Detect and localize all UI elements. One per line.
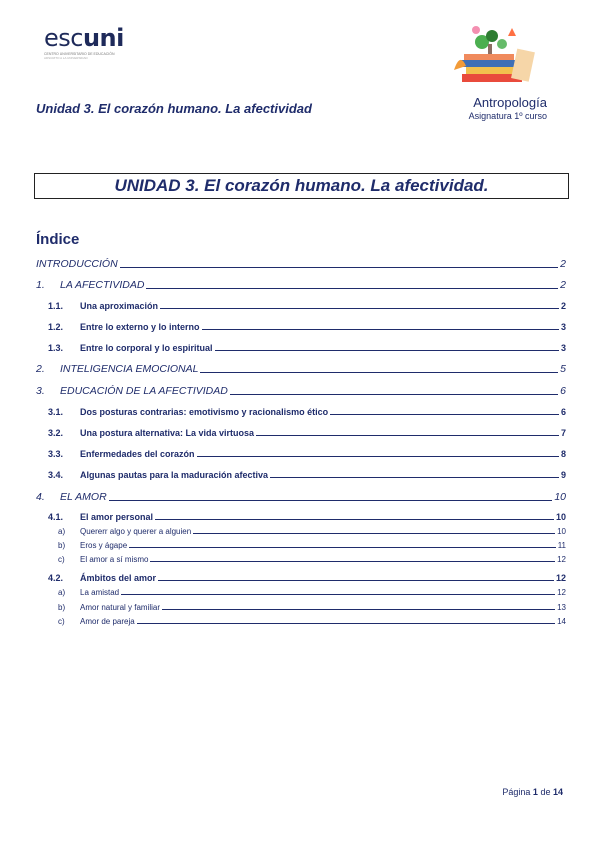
toc-entry-label: Entre lo externo y lo interno: [80, 322, 200, 332]
subject-course: Asignatura 1º curso: [468, 111, 547, 121]
toc-entry[interactable]: [58, 603, 566, 612]
toc-leader-line: [197, 456, 559, 457]
toc-entry-number: 4.: [36, 491, 45, 503]
toc-entry-number: c): [58, 555, 65, 564]
toc-entry[interactable]: [58, 555, 566, 564]
toc-entry-page: 6: [560, 385, 566, 397]
toc-leader-line: [155, 519, 554, 520]
subject-block: [469, 95, 547, 121]
page-footer: [502, 787, 563, 797]
toc-entry-label: Una postura alternativa: La vida virtuosa: [80, 428, 255, 438]
logo-wordmark: [44, 26, 144, 50]
toc-entry-page: 11: [557, 541, 566, 550]
toc-entry-page: 13: [557, 603, 566, 612]
toc-entry-label: Entre lo corporal y lo espiritual: [80, 343, 213, 353]
logo-tagline-1: CENTRO UNIVERSITARIO DE EDUCACIÓN: [44, 52, 115, 56]
toc-entry-page: 2: [560, 301, 566, 311]
toc-entry[interactable]: [36, 363, 566, 375]
toc-entry[interactable]: [48, 322, 566, 332]
footer-prefix: Página: [502, 787, 531, 797]
toc-entry-number: c): [58, 617, 65, 626]
header-unit-title: Unidad 3. El corazón humano. La afectividad: [36, 101, 312, 116]
footer-current-page: 1: [532, 787, 538, 797]
toc-entry-number: 4.1.: [48, 512, 64, 522]
toc-entry-number: 4.2.: [48, 573, 64, 583]
toc-entry-page: 3: [560, 343, 566, 353]
toc-entry-label: INTELIGENCIA EMOCIONAL: [60, 363, 199, 375]
toc-entry[interactable]: [36, 279, 566, 291]
toc-entry-number: 3.4.: [48, 470, 64, 480]
toc-entry[interactable]: [58, 617, 566, 626]
toc-entry-page: 10: [555, 512, 566, 522]
document-title-box: [34, 173, 569, 199]
toc-leader-line: [215, 350, 559, 351]
escuni-logo: [44, 26, 144, 60]
index-heading: Índice: [36, 231, 80, 248]
toc-entry-page: 12: [555, 573, 566, 583]
toc-leader-line: [193, 533, 555, 534]
toc-entry-number: 1.2.: [48, 322, 64, 332]
toc-entry[interactable]: [36, 491, 566, 503]
toc-entry[interactable]: [48, 301, 566, 311]
toc-entry-label: Amor de pareja: [80, 617, 135, 626]
toc-entry-label: El amor personal: [80, 512, 154, 522]
toc-entry-label: EL AMOR: [60, 491, 107, 503]
toc-leader-line: [158, 580, 554, 581]
toc-entry-number: 3.: [36, 385, 45, 397]
toc-leader-line: [200, 372, 558, 373]
toc-leader-line: [270, 477, 559, 478]
toc-leader-line: [202, 329, 559, 330]
toc-entry-number: 3.3.: [48, 449, 64, 459]
toc-entry-page: 10: [554, 491, 566, 503]
toc-entry-label: El amor a sí mismo: [80, 555, 149, 564]
toc-entry-label: Algunas pautas para la maduración afectiva: [80, 470, 269, 480]
toc-entry[interactable]: [48, 343, 566, 353]
toc-entry-number: a): [58, 588, 66, 597]
toc-entry[interactable]: [48, 512, 566, 522]
toc-entry[interactable]: [36, 258, 566, 270]
toc-entry-page: 5: [560, 363, 566, 375]
footer-of: de: [540, 787, 551, 797]
toc-entry-label: Dos posturas contrarias: emotivismo y racionalismo ético: [80, 407, 329, 417]
toc-entry-number: b): [58, 603, 66, 612]
toc-entry-label: Eros y ágape: [80, 541, 128, 550]
toc-entry-number: 1.: [36, 279, 45, 291]
toc-entry-label: EDUCACIÓN DE LA AFECTIVIDAD: [60, 385, 228, 397]
toc-entry-label: La amistad: [80, 588, 120, 597]
toc-leader-line: [230, 394, 558, 395]
books-plants-illustration-icon: [452, 22, 546, 92]
toc-leader-line: [146, 288, 558, 289]
toc-entry-page: 12: [557, 555, 566, 564]
toc-entry[interactable]: [36, 385, 566, 397]
toc-entry[interactable]: [48, 470, 566, 480]
toc-entry-page: 12: [557, 588, 566, 597]
toc-entry-page: 6: [560, 407, 566, 417]
toc-entry-page: 7: [560, 428, 566, 438]
toc-entry-number: 1.3.: [48, 343, 64, 353]
toc-entry-label: LA AFECTIVIDAD: [60, 279, 145, 291]
toc-entry-page: 2: [560, 258, 566, 270]
toc-entry-label: Ámbitos del amor: [80, 573, 157, 583]
toc-leader-line: [109, 500, 553, 501]
toc-entry-number: 3.1.: [48, 407, 64, 417]
toc-entry-page: 3: [560, 322, 566, 332]
toc-leader-line: [137, 623, 555, 624]
toc-entry-number: 1.1.: [48, 301, 64, 311]
toc-entry-number: a): [58, 527, 66, 536]
toc-leader-line: [162, 609, 555, 610]
toc-entry[interactable]: [58, 588, 566, 597]
toc-entry-label: Amor natural y familiar: [80, 603, 161, 612]
toc-leader-line: [160, 308, 559, 309]
toc-entry-number: 3.2.: [48, 428, 64, 438]
toc-entry[interactable]: [48, 573, 566, 583]
toc-entry-page: 14: [557, 617, 566, 626]
subject-name: Antropología: [473, 95, 547, 110]
toc-leader-line: [120, 267, 558, 268]
toc-entry-page: 2: [560, 279, 566, 291]
toc-entry-page: 10: [557, 527, 566, 536]
toc-leader-line: [256, 435, 559, 436]
toc-entry-label: Quererr algo y querer a alguien: [80, 527, 192, 536]
toc-entry-label: INTRODUCCIÓN: [36, 258, 118, 270]
toc-entry[interactable]: [48, 407, 566, 417]
toc-leader-line: [129, 547, 556, 548]
toc-entry-number: 2.: [36, 363, 45, 375]
toc-leader-line: [150, 561, 555, 562]
logo-tagline-2: ADSCRITO A LA UNIVERSIDAD: [44, 56, 88, 60]
toc-entry-page: 8: [560, 449, 566, 459]
toc-leader-line: [121, 594, 555, 595]
toc-entry-page: 9: [560, 470, 566, 480]
toc-entry[interactable]: [48, 449, 566, 459]
logo-word-b: uni: [82, 24, 124, 52]
document-title: UNIDAD 3. El corazón humano. La afectividad.: [114, 176, 489, 195]
footer-total-pages: 14: [552, 787, 563, 797]
toc-leader-line: [330, 414, 559, 415]
logo-word-a: esc: [44, 24, 83, 52]
toc-entry[interactable]: [58, 527, 566, 536]
toc-entry[interactable]: [48, 428, 566, 438]
toc-entry-label: Una aproximación: [80, 301, 159, 311]
toc-entry-number: b): [58, 541, 66, 550]
toc-entry-label: Enfermedades del corazón: [80, 449, 195, 459]
toc-entry[interactable]: [58, 541, 566, 550]
